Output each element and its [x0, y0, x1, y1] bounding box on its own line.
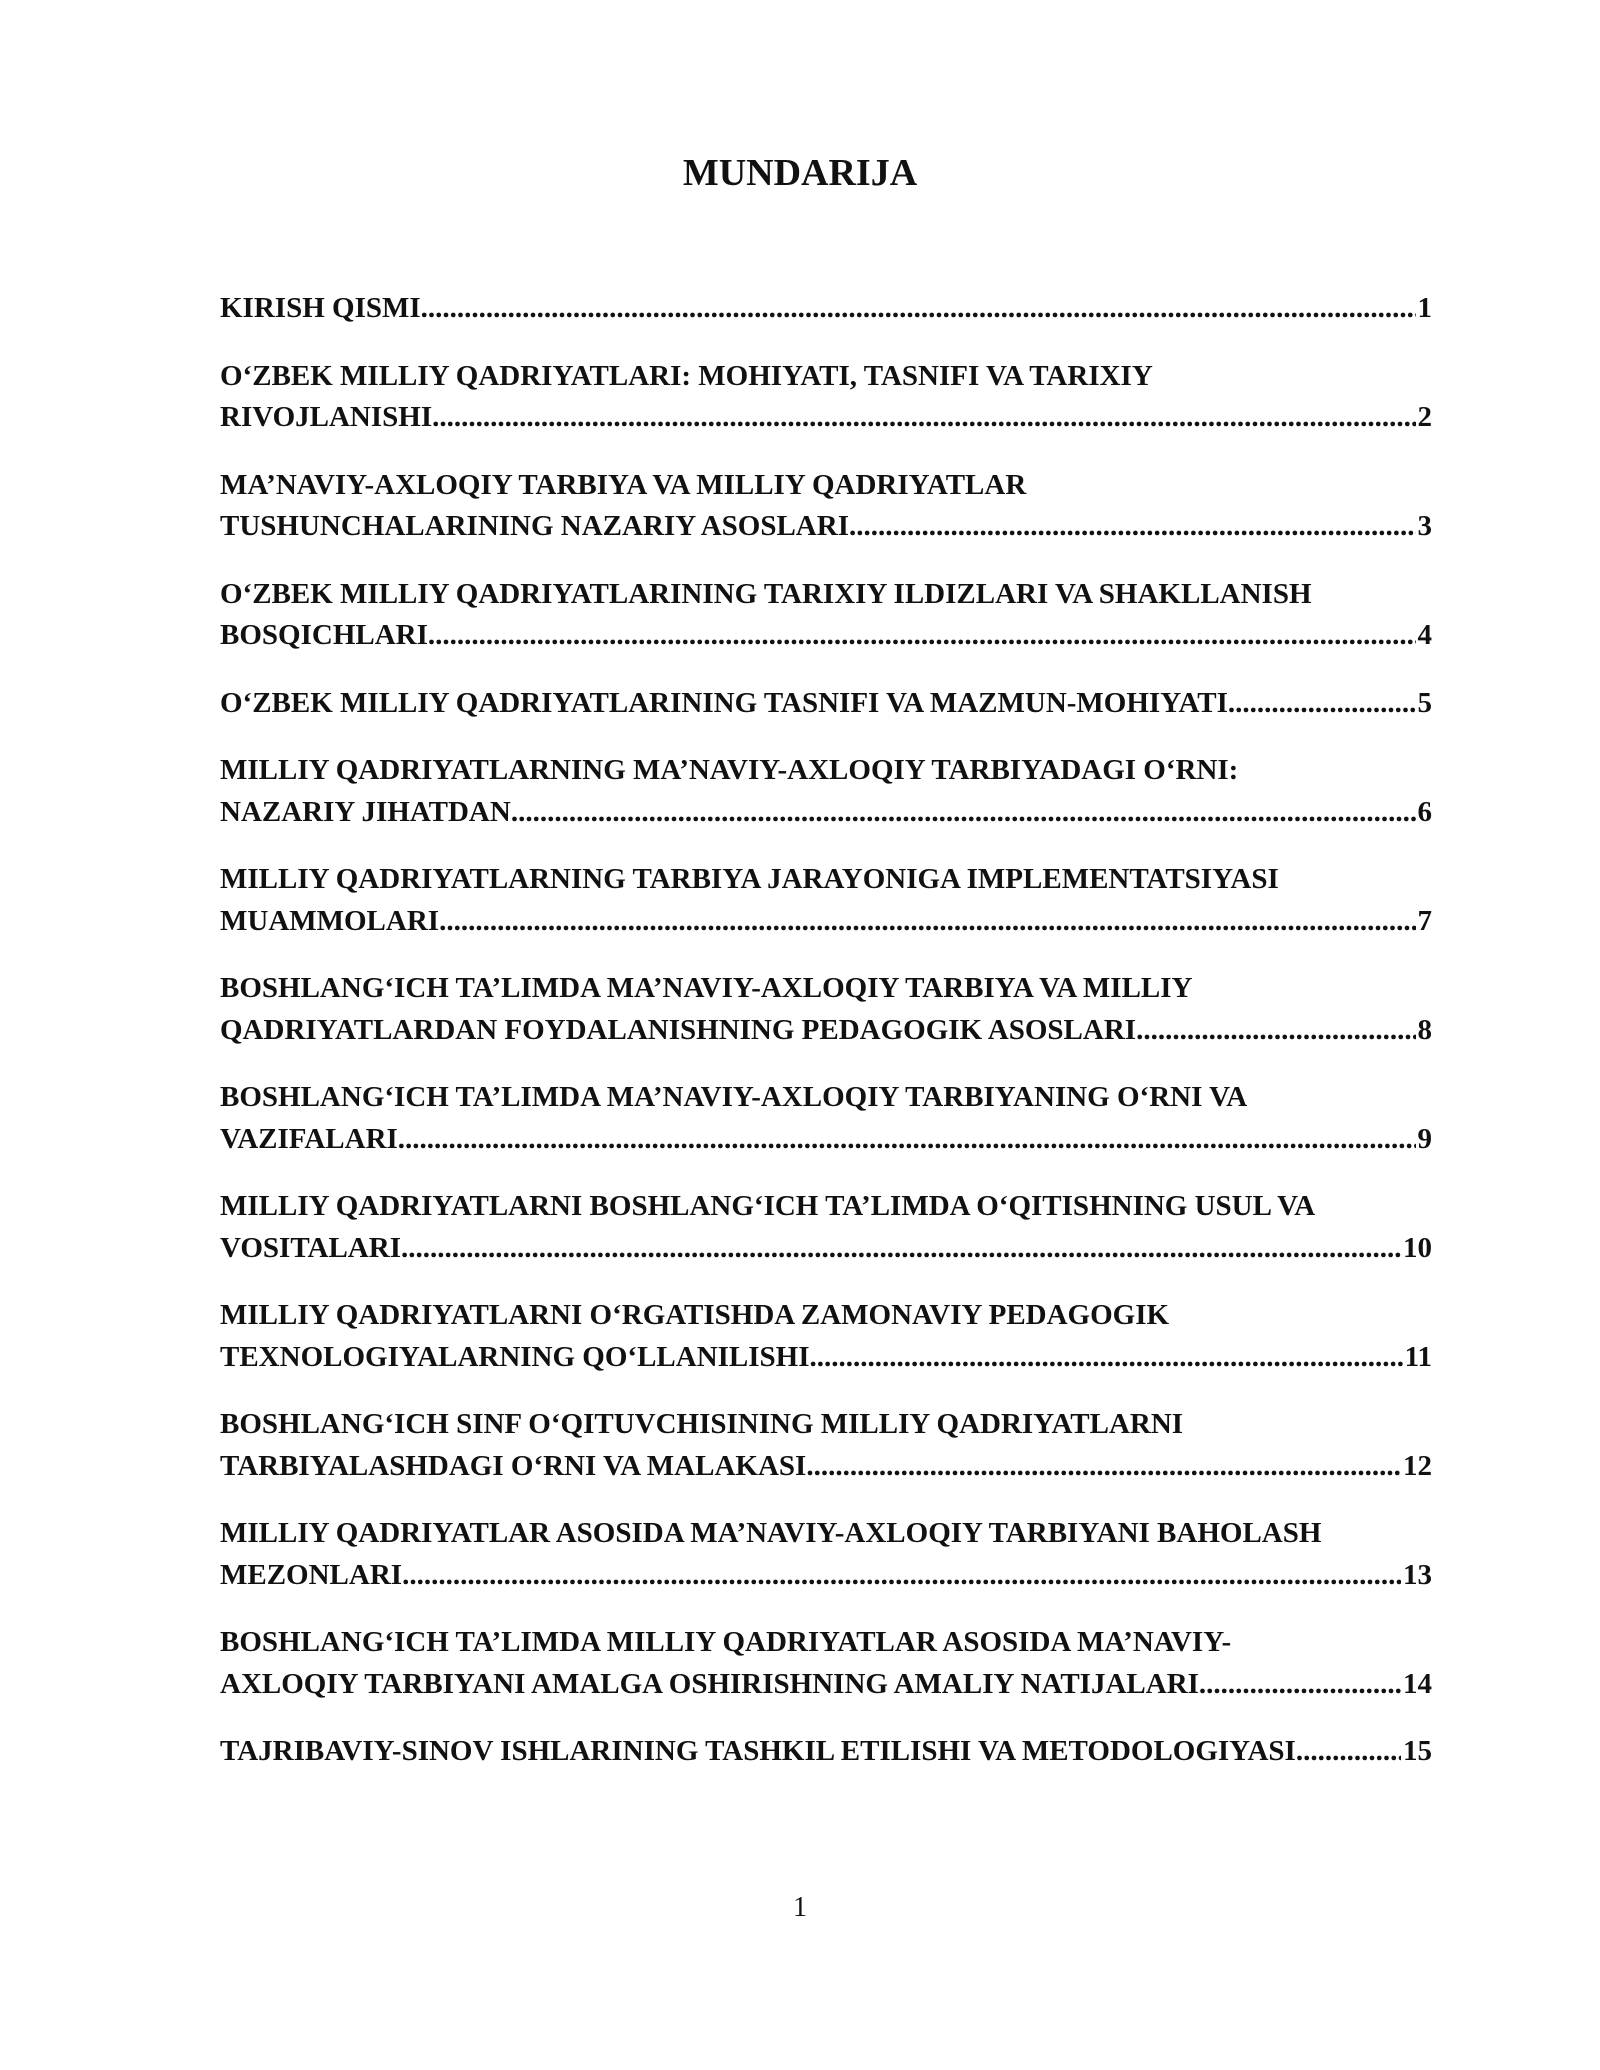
- toc-entry-text: AXLOQIY TARBIYANI AMALGA OSHIRISHNING AMALIY NATIJALARI: [220, 1667, 1199, 1700]
- toc-page-number: 2: [1417, 401, 1432, 433]
- toc-entry-text: TUSHUNCHALARINING NAZARIY ASOSLARI: [220, 510, 849, 542]
- toc-entry-text: MEZONLARI: [220, 1558, 403, 1591]
- toc-page-number: 1: [1417, 292, 1432, 324]
- toc-page-number: 10: [1403, 1231, 1432, 1264]
- toc-entry[interactable]: [220, 1731, 1432, 1773]
- toc-dot-leader: [806, 1446, 1401, 1488]
- toc-entry-last-line: [220, 1446, 1432, 1488]
- toc-entry-text: BOSHLANG‘ICH SINF O‘QITUVCHISINING MILLIY QADRIYATLARNI: [220, 1408, 1184, 1440]
- toc-entry-last-line: [220, 1731, 1432, 1773]
- toc-entry[interactable]: [220, 859, 1432, 942]
- toc-dot-leader: [439, 901, 1415, 943]
- table-of-contents: [220, 288, 1432, 1799]
- toc-entry-text: O‘ZBEK MILLIY QADRIYATLARINING TARIXIY ILDIZLARI VA SHAKLLANISH: [220, 577, 1312, 610]
- toc-entry[interactable]: [220, 1622, 1432, 1705]
- toc-entry-text: TARBIYALASHDAGI O‘RNI VA MALAKASI: [220, 1449, 807, 1482]
- toc-dot-leader: [511, 792, 1416, 834]
- toc-entry-last-line: [220, 288, 1432, 330]
- toc-entry-last-line: [220, 792, 1432, 834]
- toc-entry-text: QADRIYATLARDAN FOYDALANISHNING PEDAGOGIK ASOSLARI: [220, 1013, 1137, 1046]
- toc-page-number: 3: [1417, 510, 1432, 542]
- toc-entry[interactable]: [220, 1186, 1432, 1269]
- toc-entry-text: BOSHLANG‘ICH TA’LIMDA MA’NAVIY-AXLOQIY TARBIYA VA MILLIY: [220, 972, 1193, 1004]
- toc-page-number: 15: [1403, 1735, 1432, 1767]
- toc-entry-text: BOSHLANG‘ICH TA’LIMDA MILLIY QADRIYATLAR ASOSIDA MA’NAVIY-: [220, 1626, 1232, 1658]
- toc-page-number: 12: [1403, 1449, 1432, 1482]
- toc-dot-leader: [849, 506, 1416, 548]
- toc-entry-text: TEXNOLOGIYALARNING QO‘LLANILISHI: [220, 1340, 810, 1373]
- toc-entry-last-line: [220, 615, 1432, 657]
- toc-dot-leader: [421, 288, 1416, 330]
- toc-entry-text: BOSHLANG‘ICH TA’LIMDA MA’NAVIY-AXLOQIY TARBIYANING O‘RNI VA: [220, 1081, 1248, 1113]
- toc-entry[interactable]: [220, 1513, 1432, 1596]
- toc-entry-text: VOSITALARI: [220, 1231, 401, 1264]
- toc-entry-text: MILLIY QADRIYATLARNING TARBIYA JARAYONIGA IMPLEMENTATSIYASI: [220, 863, 1279, 895]
- toc-entry-text: MUAMMOLARI: [220, 904, 440, 937]
- toc-dot-leader: [428, 615, 1416, 657]
- toc-entry-text: O‘ZBEK MILLIY QADRIYATLARINING TASNIFI VA MAZMUN-MOHIYATI: [220, 686, 1228, 719]
- toc-page-number: 13: [1403, 1558, 1432, 1591]
- toc-dot-leader: [1199, 1664, 1401, 1706]
- toc-page-number: 4: [1417, 619, 1432, 651]
- toc-dot-leader: [1296, 1731, 1401, 1773]
- toc-dot-leader: [402, 1555, 1401, 1597]
- toc-entry[interactable]: [220, 968, 1432, 1051]
- page-title: MUNDARIJA: [682, 152, 918, 194]
- toc-entry-last-line: [220, 1664, 1432, 1706]
- toc-entry-last-line: [220, 1119, 1432, 1161]
- toc-dot-leader: [398, 1119, 1416, 1161]
- toc-page-number: 7: [1417, 904, 1432, 937]
- toc-entry[interactable]: [220, 574, 1432, 657]
- toc-entry-text: VAZIFALARI: [220, 1122, 398, 1155]
- toc-dot-leader: [1228, 683, 1416, 725]
- toc-entry-text: TAJRIBAVIY-SINOV ISHLARINING TASHKIL ETILISHI VA METODOLOGIYASI: [220, 1735, 1296, 1767]
- toc-entry-last-line: [220, 1337, 1432, 1379]
- toc-entry-text: RIVOJLANISHI: [220, 401, 433, 433]
- toc-entry[interactable]: [220, 356, 1432, 439]
- toc-entry[interactable]: [220, 465, 1432, 548]
- toc-entry-text: NAZARIY JIHATDAN: [220, 795, 511, 828]
- toc-entry[interactable]: [220, 750, 1432, 833]
- toc-entry[interactable]: [220, 1404, 1432, 1487]
- toc-entry-last-line: [220, 1228, 1432, 1270]
- toc-entry[interactable]: [220, 288, 1432, 330]
- toc-entry-last-line: [220, 397, 1432, 439]
- toc-entry[interactable]: [220, 683, 1432, 725]
- toc-dot-leader: [401, 1228, 1401, 1270]
- toc-dot-leader: [810, 1337, 1403, 1379]
- toc-dot-leader: [432, 397, 1415, 439]
- toc-entry-text: O‘ZBEK MILLIY QADRIYATLARI: MOHIYATI, TASNIFI VA TARIXIY: [220, 359, 1153, 392]
- toc-page-number: 9: [1417, 1122, 1432, 1155]
- toc-entry-last-line: [220, 1010, 1432, 1052]
- toc-page-number: 14: [1403, 1667, 1432, 1700]
- toc-page-number: 5: [1417, 686, 1432, 719]
- toc-entry[interactable]: [220, 1295, 1432, 1378]
- toc-entry-text: MILLIY QADRIYATLARNING MA’NAVIY-AXLOQIY TARBIYADAGI O‘RNI:: [220, 754, 1239, 786]
- toc-page-number: 11: [1404, 1340, 1432, 1373]
- toc-entry-text: MILLIY QADRIYATLAR ASOSIDA MA’NAVIY-AXLOQIY TARBIYANI BAHOLASH: [220, 1517, 1322, 1549]
- toc-page-number: 8: [1417, 1013, 1432, 1046]
- toc-entry[interactable]: [220, 1077, 1432, 1160]
- toc-page-number: 6: [1417, 795, 1432, 828]
- toc-entry-last-line: [220, 1555, 1432, 1597]
- toc-dot-leader: [1136, 1010, 1415, 1052]
- toc-entry-last-line: [220, 901, 1432, 943]
- toc-entry-last-line: [220, 506, 1432, 548]
- toc-entry-text: MA’NAVIY-AXLOQIY TARBIYA VA MILLIY QADRIYATLAR: [220, 468, 1027, 501]
- page-number: 1: [793, 1892, 807, 1923]
- toc-entry-last-line: [220, 683, 1432, 725]
- toc-entry-text: MILLIY QADRIYATLARNI BOSHLANG‘ICH TA’LIMDA O‘QITISHNING USUL VA: [220, 1190, 1316, 1222]
- toc-entry-text: BOSQICHLARI: [220, 619, 428, 651]
- toc-entry-text: KIRISH QISMI: [220, 292, 421, 324]
- toc-entry-text: MILLIY QADRIYATLARNI O‘RGATISHDA ZAMONAVIY PEDAGOGIK: [220, 1299, 1170, 1331]
